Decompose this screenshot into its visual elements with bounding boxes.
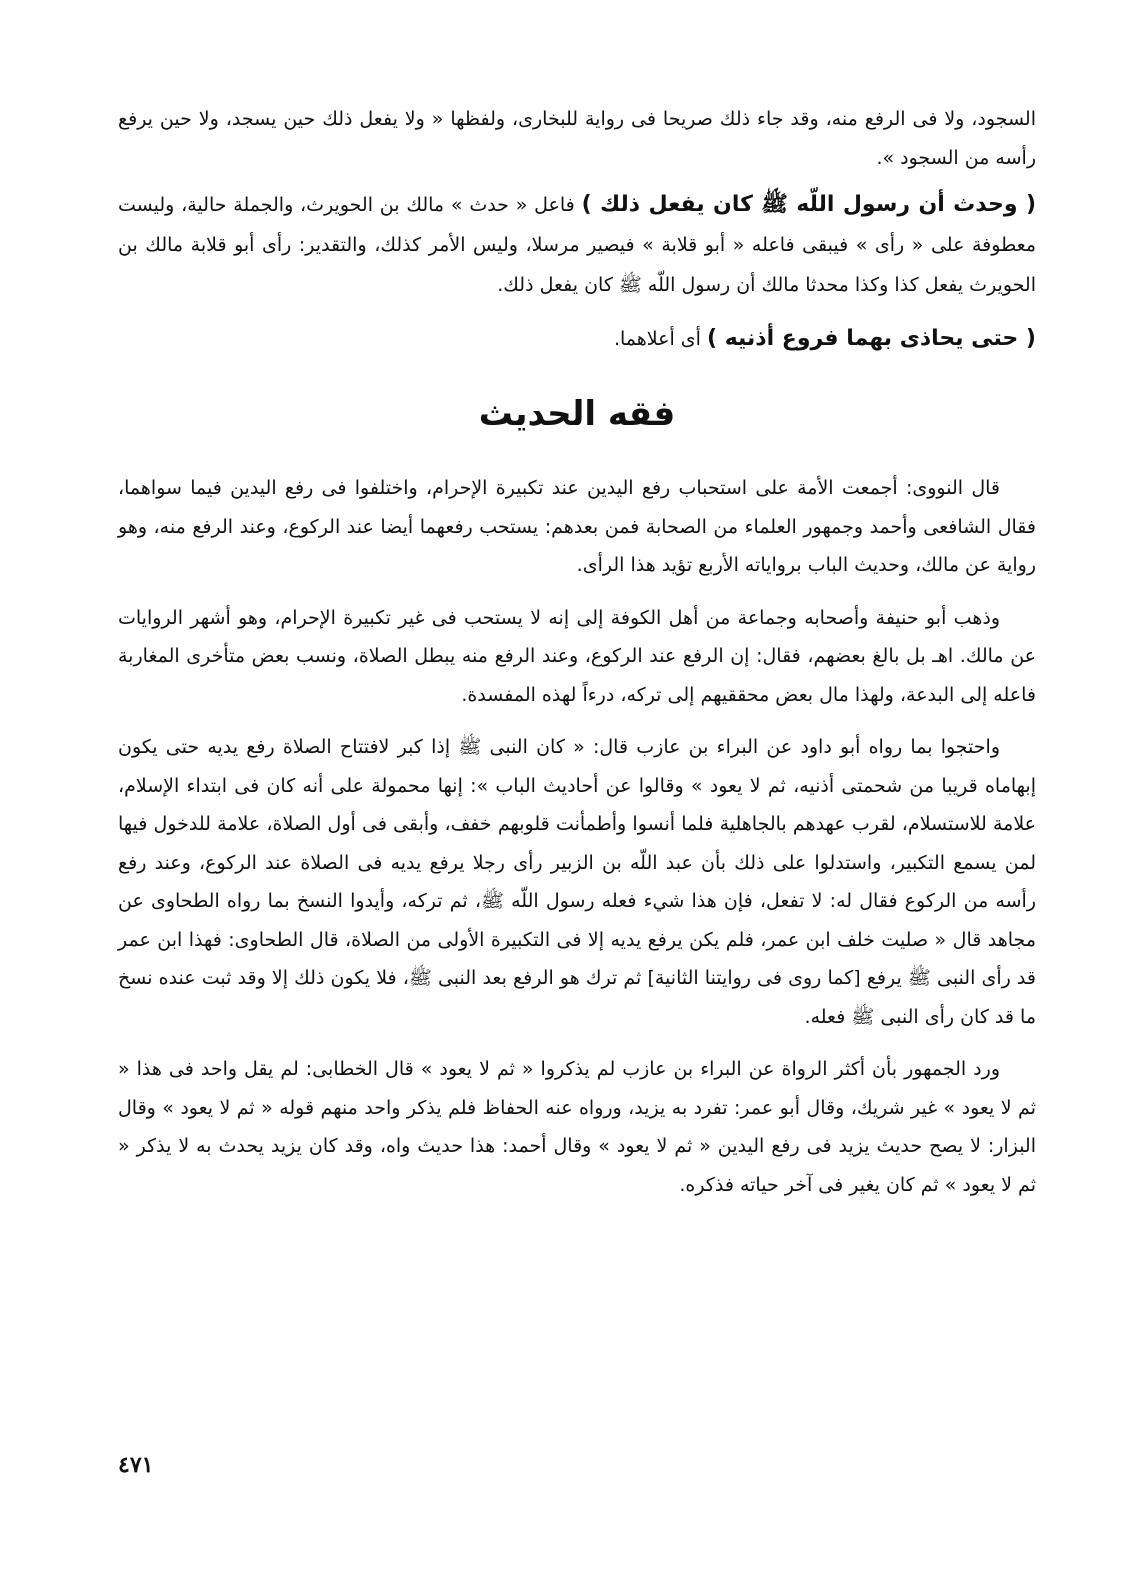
body-paragraph: واحتجوا بما رواه أبو داود عن البراء بن عازب قال: « كان النبى ﷺ إذا كبر لافتتاح الصلاة رفع يديه حتى يكون إبهاماه قريبا من شحمتى أذنيه، ثم لا يعود » وقالوا عن أحاديث الباب »: إنها محمولة على أنه كان فى ابتداء الإسلام، علامة للاستسلام، لقرب عهدهم بالجاهلية فلما أنسوا وأطمأنت قلوبهم خفف، وأبقى فى أول الصلاة، علامة للدخول فيها لمن يسمع التكبير، واستدلوا على ذلك بأن عبد اللّه بن الزبير رأى رجلا يرفع يديه فى الصلاة عند الركوع، وعند رفع رأسه من الركوع فقال له: لا تفعل، فإن هذا شيء فعله رسول اللّه ﷺ، ثم تركه، وأيدوا النسخ بما رواه الطحاوى عن مجاهد قال « صليت خلف ابن عمر، فلم يكن يرفع يديه إلا فى التكبيرة الأولى من الصلاة، قال الطحاوى: فهذا ابن عمر قد رأى النبى ﷺ يرفع [كما روى فى روايتنا الثانية] ثم ترك هو الرفع بعد النبى ﷺ، فلا يكون ذلك إلا وقد ثبت عنده نسخ ما قد كان رأى النبى ﷺ فعله. [118,736,1036,1028]
lemma-entry [118,185,1036,305]
intro-paragraph: السجود، ولا فى الرفع منه، وقد جاء ذلك صريحا فى رواية للبخارى، ولفظها « ولا يفعل ذلك حين يسجد، ولا حين يرفع رأسه من السجود ». [118,108,1036,169]
lemma-quote: ( حتى يحاذى بهما فروع أذنيه ) [707,326,1036,351]
lemma-explanation: أى أعلاهما. [613,328,701,350]
body-paragraph: قال النووى: أجمعت الأمة على استحباب رفع اليدين عند تكبيرة الإحرام، واختلفوا فى رفع اليدين فيما سواهما، فقال الشافعى وأحمد وجمهور العلماء من الصحابة فمن بعدهم: يستحب رفعهما أيضا عند الركوع، وعند الرفع منه، وهو رواية عن مالك، وحديث الباب برواياته الأربع تؤيد هذا الرأى. [118,477,1036,576]
section-title: فقه الحديث [478,394,676,434]
page-number: ٤٧١ [118,1452,154,1478]
lemma-quote: ( وحدث أن رسول اللّه ﷺ كان يفعل ذلك ) [581,192,1036,217]
book-page [118,100,1036,1204]
body-paragraph: وذهب أبو حنيفة وأصحابه وجماعة من أهل الكوفة إلى إنه لا يستحب فى غير تكبيرة الإحرام، وهو أشهر الروايات عن مالك. اهـ بل بالغ بعضهم، فقال: إن الرفع عند الركوع، وعند الرفع منه يبطل الصلاة، ونسب بعض متأخرى المغاربة فاعله إلى البدعة، ولهذا مال بعض محققيهم إلى تركه، درءاً لهذه المفسدة. [118,606,1036,706]
body-paragraph: ورد الجمهور بأن أكثر الرواة عن البراء بن عازب لم يذكروا « ثم لا يعود » قال الخطابى: لم يقل واحد فى هذا « ثم لا يعود » غير شريك، وقال أبو عمر: تفرد به يزيد، ورواه عنه الحفاظ فلم يذكر واحد منهم قوله « ثم لا يعود » وقال البزار: لا يصح حديث يزيد فى رفع اليدين « ثم لا يعود » وقال أحمد: هذا حديث واه، وقد كان يزيد يحدث به لا يذكر « ثم لا يعود » ثم كان يغير فى آخر حياته فذكره. [118,1058,1036,1196]
lemma-entry [118,319,1036,359]
lemma-explanation: فاعل « حدث » مالك بن الحويرث، والجملة حالية، وليست معطوفة على « رأى » فيبقى فاعله « أبو قلابة » فيصير مرسلا، وليس الأمر كذلك، والتقدير: رأى أبو قلابة مالك بن الحويرث يفعل كذا وكذا محدثا مالك أن رسول اللّه ﷺ كان يفعل ذلك. [118,194,1036,296]
